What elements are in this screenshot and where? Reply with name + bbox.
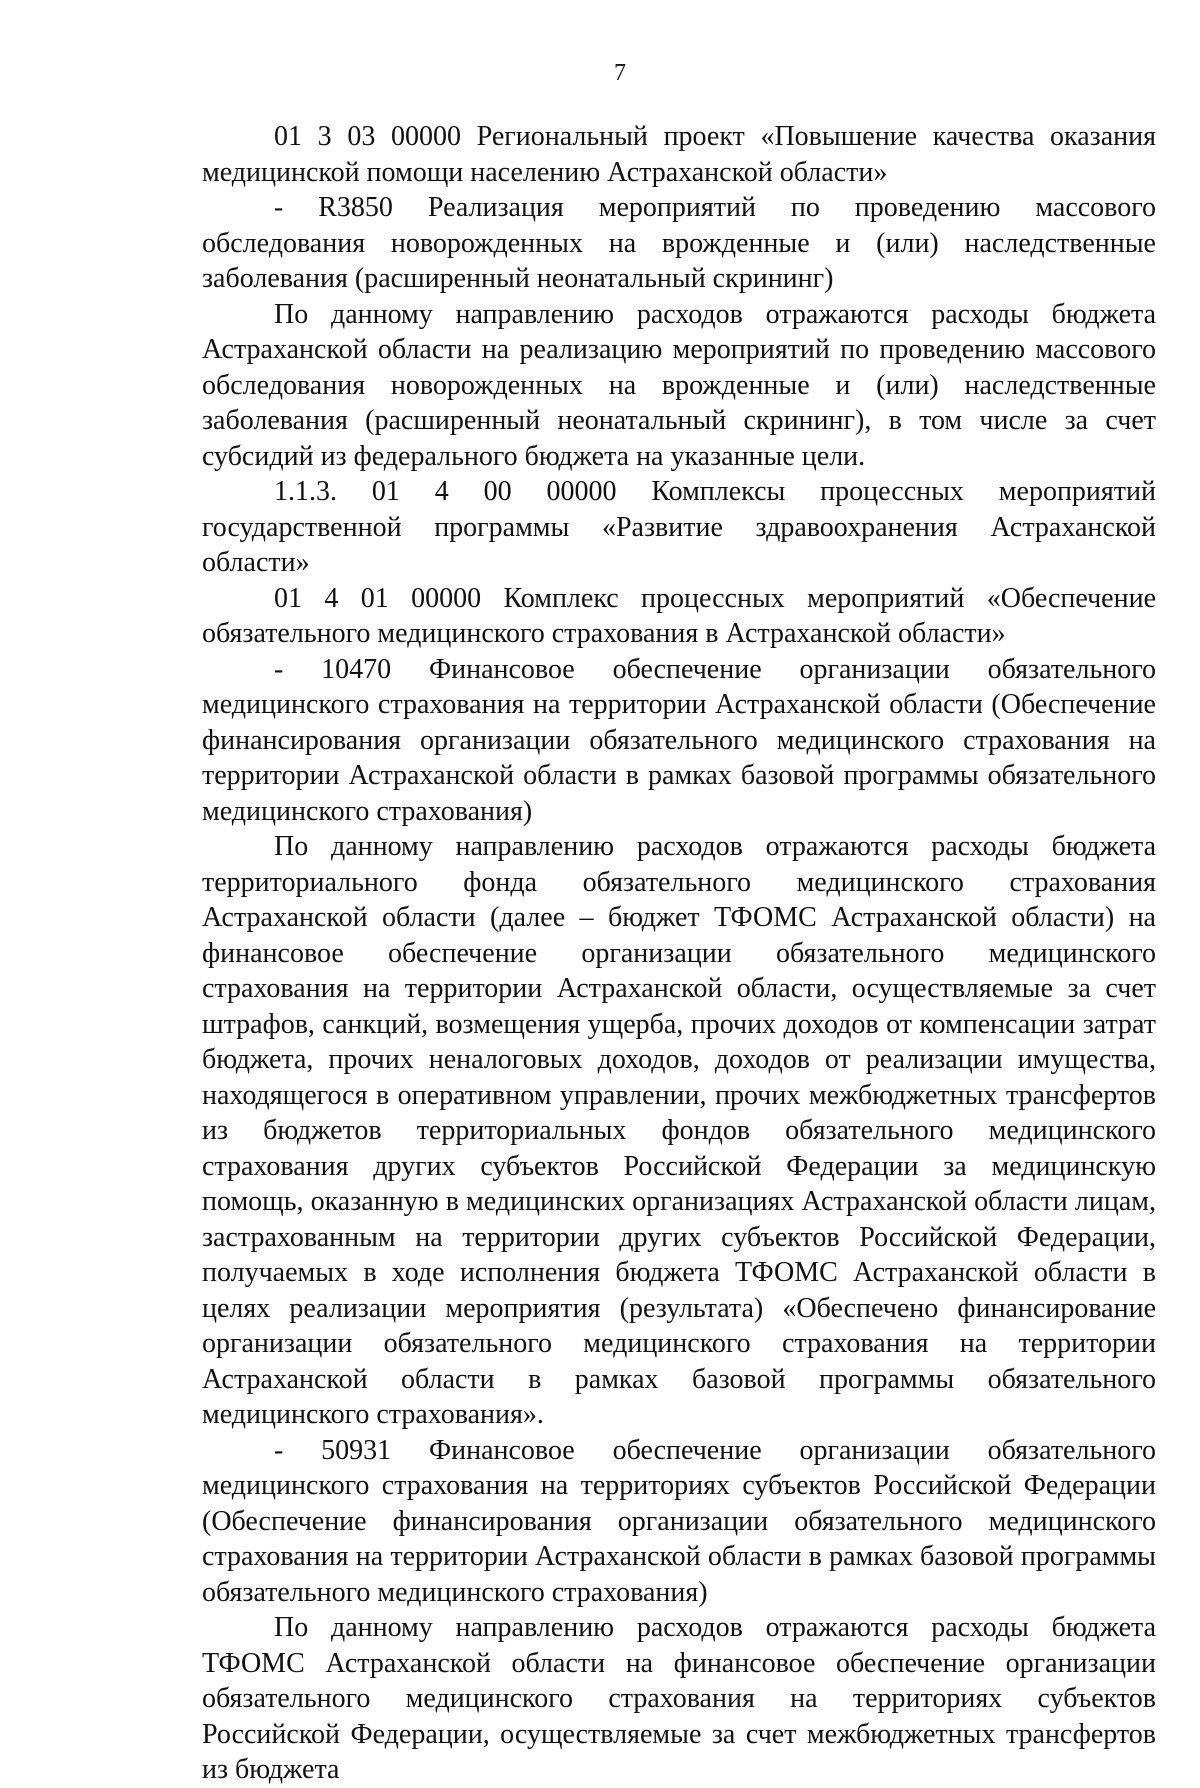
paragraph-complex-014: 01 4 01 00000 Комплекс процессных мероприятий «Обеспечение обязательного медицинского страхования в Астраханской области» — [202, 582, 1156, 649]
page-number: 7 — [614, 60, 626, 86]
paragraph-10470-description: По данному направлению расходов отражаются расходы бюджета территориального фонда обязательного медицинского страхования Астраханской области (далее – бюджет ТФОМС Астраханской области) на финансовое обеспечение организации обязательного медицинского страхования на территории Астраханской области, осуществляемые за счет штрафов, санкций, возмещения ущерба, прочих доходов от компенсации затрат бюджета, прочих неналоговых доходов, доходов от реализации имущества, находящегося в оперативном управлении, прочих межбюджетных трансфертов из бюджетов территориальных фондов обязательного медицинского страхования других субъектов Российской Федерации за медицинскую помощь, оказанную в медицинских организациях Астраханской области лицам, застрахованным на территории других субъектов Российской Федерации, получаемых в ходе исполнения бюджета ТФОМС Астраханской области в целях реализации мероприятия (результата) «Обеспечено финансирование организации обязательного медицинского страхования на территории Астраханской области в рамках базовой программы обязательного медицинского страхования». — [202, 831, 1156, 1430]
paragraph-50931: - 50931 Финансовое обеспечение организации обязательного медицинского страхования на территориях субъектов Российской Федерации (Обеспечение финансирования организации обязательного медицинского страхования на территории Астраханской области в рамках базовой программы обязательного медицинского страхования) — [202, 1434, 1156, 1608]
paragraph-r3850: - R3850 Реализация мероприятий по проведению массового обследования новорожденных на врожденные и (или) наследственные заболевания (расширенный неонатальный скрининг) — [202, 192, 1156, 294]
document-body — [202, 119, 1156, 1788]
paragraph-process-complexes: 1.1.3. 01 4 00 00000 Комплексы процессных мероприятий государственной программы «Развитие здравоохранения Астраханской области» — [202, 476, 1156, 578]
paragraph-50931-description: По данному направлению расходов отражаются расходы бюджета ТФОМС Астраханской области на финансовое обеспечение организации обязательного медицинского страхования на территориях субъектов Российской Федерации, осуществляемые за счет межбюджетных трансфертов из бюджета — [202, 1612, 1156, 1785]
paragraph-r3850-description: По данному направлению расходов отражаются расходы бюджета Астраханской области на реализацию мероприятий по проведению массового обследования новорожденных на врожденные и (или) наследственные заболевания (расширенный неонатальный скрининг), в том числе за счет субсидий из федерального бюджета на указанные цели. — [202, 298, 1156, 472]
paragraph-regional-project: 01 3 03 00000 Региональный проект «Повышение качества оказания медицинской помощи населению Астраханской области» — [202, 121, 1156, 188]
paragraph-10470: - 10470 Финансовое обеспечение организации обязательного медицинского страхования на территории Астраханской области (Обеспечение финансирования организации обязательного медицинского страхования на территории Астраханской области в рамках базовой программы обязательного медицинского страхования) — [202, 653, 1156, 827]
